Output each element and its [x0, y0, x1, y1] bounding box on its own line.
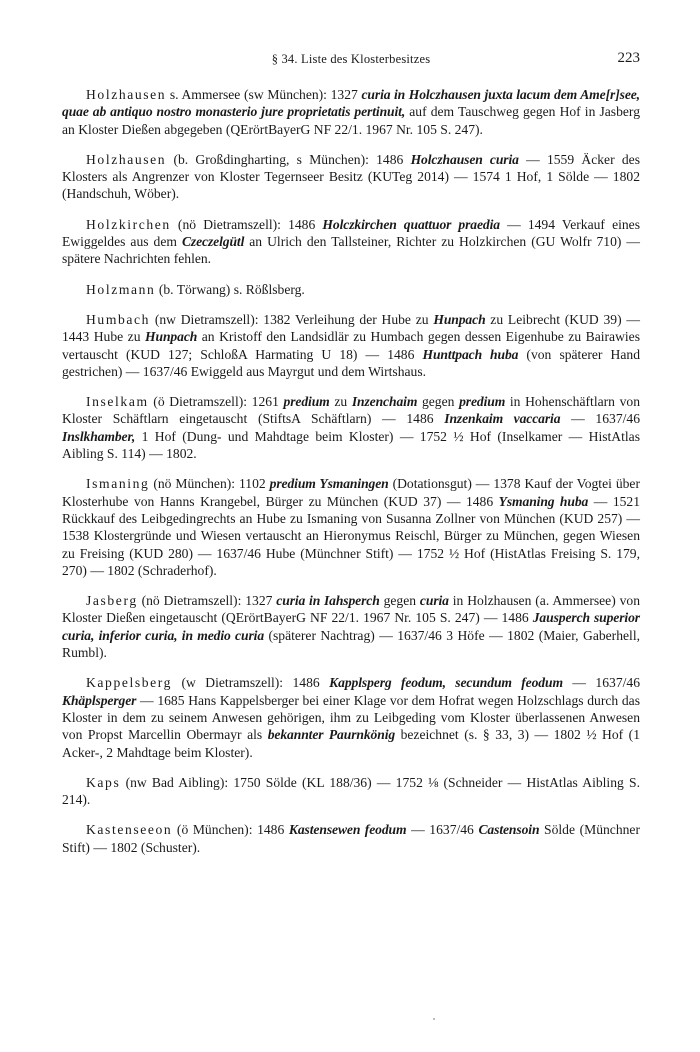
entry-inselkam [62, 393, 640, 462]
entry-body-text: — 1685 Hans Kappelsberger bei einer Klage vor dem Hofrat wegen Holzschlags durch das Kloster in dem zu seinem Anwesen gehörigen, ihm zu Leibgeding vom Kloster überlassenen Anwesen von Propst Marcellin Obermayr als [62, 692, 640, 743]
entry-text [62, 281, 640, 298]
entry-headword: Kaps [86, 774, 121, 790]
entry-body-text: in Hohenschäftlarn von Kloster Schäftlarn eingetauscht (StiftsA Schäftlarn) — 1486 [62, 394, 640, 427]
entry-body-text: (ö München): 1486 [172, 822, 289, 838]
page-number: 223 [617, 50, 640, 66]
entry-headword: Kappelsberg [86, 675, 173, 691]
entry-text [62, 821, 640, 856]
latin-quotation: curia [419, 593, 449, 609]
entry-text [62, 151, 640, 203]
entry-body-text: — 1559 Äcker des Klosters als Angrenzer von Kloster Tegernseer Besitz (KUTeg 2014) — 1574 1 Hof, 1 Sölde — 1802 (Handschuh, Wöber). [62, 151, 640, 202]
entry-body-text: (b. Großdingharting, s München): 1486 [166, 151, 411, 167]
entry-body-text: 1 Hof (Dung- und Mahdtage beim Kloster) — 1752 ½ Hof (Inselkamer — HistAtlas Aibling S. 114) — 1802. [62, 428, 640, 462]
latin-quotation: Jausperch superior curia, inferior curia, in medio curia [62, 610, 640, 643]
entry-body-text: (nö Dietramszell): 1486 [170, 216, 323, 232]
entry-body-text: bezeichnet (s. § 33, 3) — 1802 ½ Hof (1 Acker-, 2 Mahdtage beim Kloster). [62, 727, 640, 760]
entry-body-text: (nw Dietramszell): 1382 Verleihung der Hube zu [150, 311, 434, 327]
entry-jasberg [62, 592, 640, 661]
entry-headword: Holzkirchen [86, 216, 171, 232]
entry-text [62, 774, 640, 809]
entry-body-text: — 1637/46 [406, 822, 479, 838]
speck-mark [433, 1018, 435, 1020]
running-title: § 34. Liste des Klosterbesitzes [271, 52, 431, 66]
latin-quotation: Kapplsperg feodum, secundum feodum [329, 675, 563, 691]
entry-body-text: in Holzhausen (a. Ammersee) von Kloster Dießen eingetauscht (QErörtBayerG NF 22/1. 1967 Nr. 105 S. 247) — 1486 [62, 593, 641, 626]
entry-humbach [62, 311, 640, 380]
entry-headword: Holzhausen [86, 87, 167, 102]
entry-body-text: zu [329, 394, 352, 410]
entry-text [62, 475, 640, 579]
entry-text [62, 216, 640, 268]
latin-quotation: predium [459, 394, 506, 410]
entry-text [62, 674, 640, 760]
latin-quotation: Ysmaning huba [498, 493, 589, 509]
entry-body-text: gegen [379, 593, 420, 609]
latin-quotation: Hunttpach huba [422, 346, 519, 362]
entry-headword: Ismaning [86, 476, 150, 492]
latin-quotation: predium Ysmaningen [269, 476, 389, 492]
entry-headword: Jasberg [86, 593, 138, 609]
latin-quotation: Inzenchaim [351, 394, 418, 410]
entry-kappelsberg [62, 674, 640, 760]
entry-ismaning [62, 475, 640, 579]
entry-body-text: zu Leibrecht (KUD 39) — 1443 Hube zu [62, 311, 640, 345]
entry-body-text: — 1521 Rückkauf des Leibgedingrechts an Hube zu Ismaning von Susanna Zollner von München (KUD 257) — 1538 Klostergründe und Wiesen vertauscht an Hieronymus Reischl, Bürger zu München, gegen Wiesen zu Freising (KUD 280) — 1637/46 Hube (Münchner Stift) — 1752 ½ Hof (HistAtlas Freising S. 179, 270) — 1802 (Schraderhof). [62, 493, 640, 578]
latin-quotation: Holczhausen curia [410, 151, 519, 167]
entry-headword: Holzmann [86, 281, 156, 297]
entry-body-text: an Kristoff den Landsidlär zu Humbach gegen dessen Eigenhube zu Bairawies vertauscht (KUD 127; SchloßA Harmating U 18) — 1486 [62, 329, 640, 362]
entry-holzhausen-ammersee [62, 86, 640, 138]
latin-quotation: Inslkhamber, [62, 428, 136, 444]
latin-quotation: Hunpach [145, 329, 198, 345]
latin-quotation: bekannter Paurnkönig [267, 727, 396, 743]
entry-body-text: gegen [417, 394, 460, 410]
entry-body-text: auf dem Tauschweg gegen Hof in Jasberg an Kloster Dießen abgegeben (QErörtBayerG NF 22/1. 1967 Nr. 105 S. 247). [62, 104, 641, 137]
latin-quotation: curia in Holczhausen juxta lacum dem Ame[r]see, quae ab antiquo nostro monasterio jure proprietatis pertinuit, [62, 87, 640, 120]
latin-quotation: Kastensewen feodum [288, 822, 407, 838]
entry-body-text: (späterer Nachtrag) — 1637/46 3 Höfe — 1802 (Maier, Gaberhell, Rumbl). [62, 627, 640, 661]
entry-kastenseeon [62, 821, 640, 856]
latin-quotation: Holczkirchen quattuor praedia [322, 216, 500, 232]
running-header [62, 50, 640, 70]
latin-quotation: Inzenkaim vaccaria [444, 411, 561, 427]
entry-body-text: (nö München): 1102 [149, 476, 270, 492]
entry-body-text: — 1637/46 [560, 411, 640, 427]
latin-quotation: predium [283, 394, 330, 410]
entry-body-text: (w Dietramszell): 1486 [172, 675, 330, 691]
entry-body-text: (b. Törwang) s. Rößlsberg. [155, 281, 305, 297]
entry-text [62, 592, 640, 661]
entry-headword: Holzhausen [86, 151, 167, 167]
entry-body-text: an Ulrich den Tallsteiner, Richter zu Holzkirchen (GU Wolfr 710) — spätere Nachrichten fehlen. [62, 234, 640, 267]
latin-quotation: curia in Iahsperch [276, 593, 380, 609]
entry-holzkirchen [62, 216, 640, 268]
entry-body-text: (von späterer Hand gestrichen) — 1637/46 Ewiggeld aus Mayrgut und dem Wirtshaus. [62, 346, 640, 379]
latin-quotation: Khäplsperger [62, 692, 137, 708]
entry-body-text: Sölde (Münchner Stift) — 1802 (Schuster). [62, 822, 640, 855]
entry-headword: Humbach [86, 311, 151, 327]
entry-text [62, 311, 640, 380]
entry-list [62, 86, 640, 869]
entry-body-text: (nw Bad Aibling): 1750 Sölde (KL 188/36) — 1752 ⅛ (Schneider — HistAtlas Aibling S. 214). [62, 774, 640, 808]
latin-quotation: Hunpach [433, 311, 486, 327]
entry-headword: Kastenseeon [86, 822, 173, 838]
entry-headword: Inselkam [86, 394, 149, 410]
latin-quotation: Czeczelgütl [181, 234, 245, 250]
entry-body-text: (ö Dietramszell): 1261 [148, 394, 284, 410]
entry-body-text: — 1494 Verkauf eines Ewiggeldes aus dem [62, 216, 641, 250]
entry-body-text: (Dotationsgut) — 1378 Kauf der Vogtei über Klosterhube von Hanns Krangebel, Bürger zu München (KUD 37) — 1486 [62, 476, 640, 509]
entry-holzhausen-grossdingharting [62, 151, 640, 203]
entry-body-text: s. Ammersee (sw München): 1327 [166, 87, 362, 102]
entry-holzmann [62, 281, 640, 298]
entry-body-text: — 1637/46 [562, 675, 640, 691]
entry-body-text: (nö Dietramszell): 1327 [137, 593, 277, 609]
entry-text [62, 393, 640, 462]
entry-kaps [62, 774, 640, 809]
latin-quotation: Castensoin [478, 822, 540, 838]
entry-text [62, 86, 640, 138]
